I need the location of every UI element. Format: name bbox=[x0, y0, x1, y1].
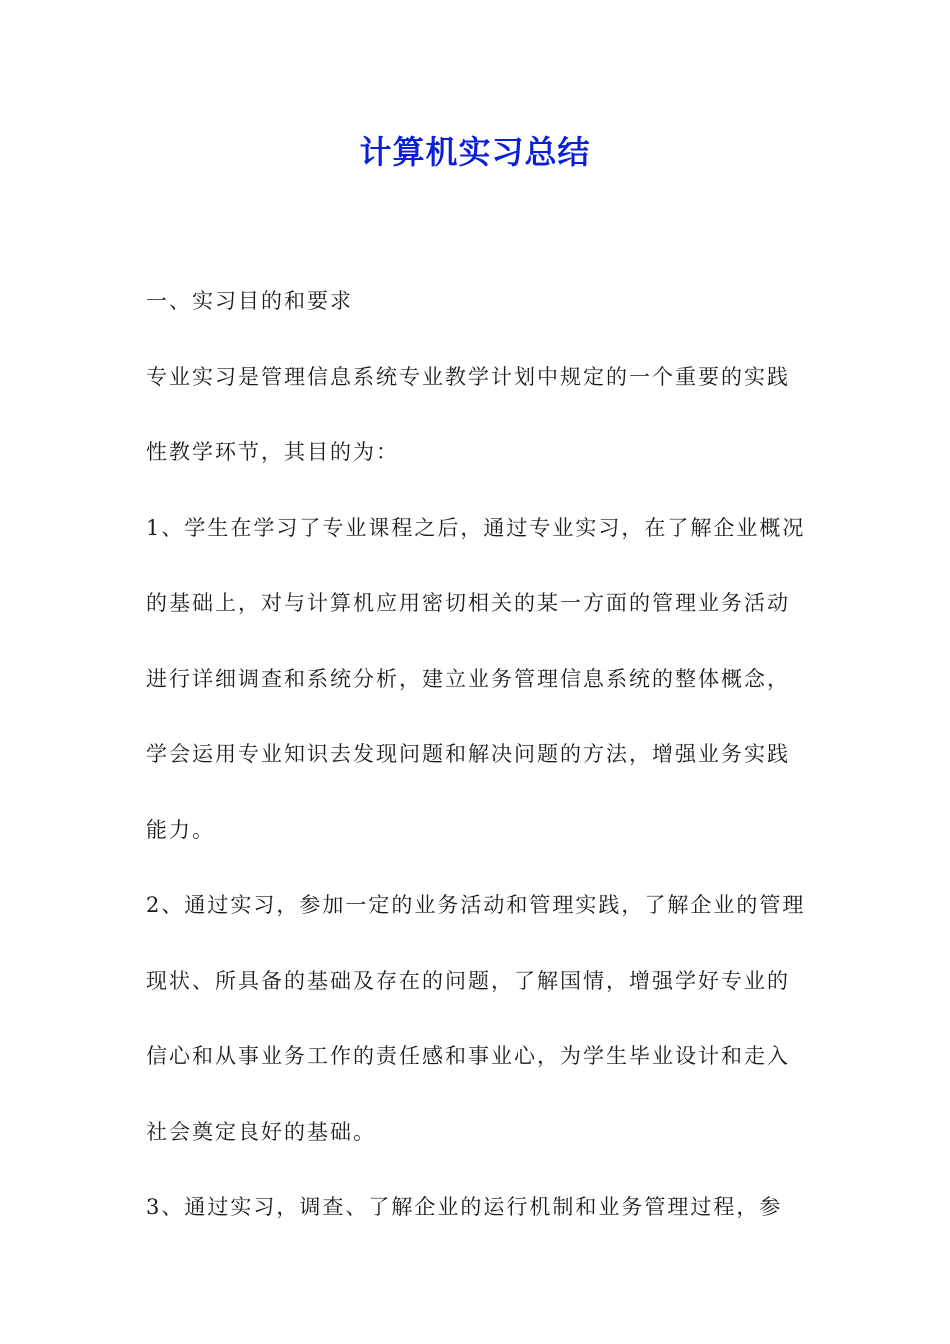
document-body bbox=[146, 264, 806, 1246]
paragraph-item-1: 1、学生在学习了专业课程之后，通过专业实习，在了解企业概况的基础上，对与计算机应用密切相关的某一方面的管理业务活动进行详细调查和系统分析，建立业务管理信息系统的整体概念，学会运用专业知识去发现问题和解决问题的方法，增强业务实践能力。 bbox=[146, 515, 806, 842]
section-heading: 一、实习目的和要求 bbox=[146, 289, 353, 313]
paragraph-item-3: 3、通过实习，调查、了解企业的运行机制和业务管理过程，参 bbox=[146, 1195, 783, 1219]
paragraph-item-2: 2、通过实习，参加一定的业务活动和管理实践，了解企业的管理现状、所具备的基础及存在的问题，了解国情，增强学好专业的信心和从事业务工作的责任感和事业心，为学生毕业设计和走入社会奠定良好的基础。 bbox=[146, 893, 806, 1144]
document-title: 计算机实习总结 bbox=[359, 133, 591, 171]
paragraph-intro: 专业实习是管理信息系统专业教学计划中规定的一个重要的实践性教学环节，其目的为： bbox=[146, 364, 790, 464]
